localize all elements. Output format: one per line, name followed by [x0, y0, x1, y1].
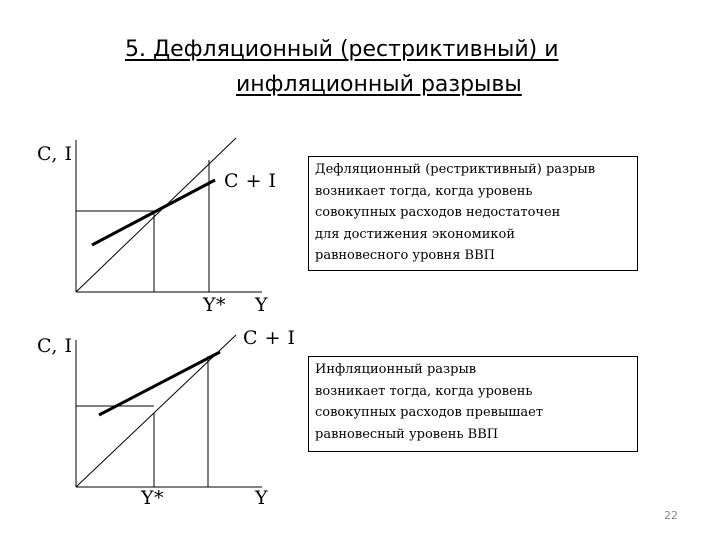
deflationary-gap-textbox [308, 156, 638, 271]
bottom-line-label: C + I [243, 327, 296, 349]
top-x-label-actual: Y [255, 294, 269, 316]
bottom-diagram [76, 335, 262, 487]
inflationary-gap-textbox [308, 356, 638, 452]
page-number: 22 [664, 509, 678, 522]
textbox-line: возникает тогда, когда уровень [315, 183, 533, 199]
textbox-line: для достижения экономикой [315, 226, 515, 242]
textbox-line: Инфляционный разрыв [315, 362, 477, 377]
textbox-line: совокупных расходов превышает [315, 405, 544, 420]
textbox-line: возникает тогда, когда уровень [315, 383, 533, 399]
textbox-line: совокупных расходов недостаточен [315, 205, 561, 220]
top-x-label-equilibrium: Y* [203, 294, 227, 316]
bottom-x-label-equilibrium: Y* [141, 487, 165, 509]
top-45-degree-line [76, 138, 236, 292]
slide-title-line-1: 5. Дефляционный (рестриктивный) и [125, 37, 559, 62]
bottom-y-axis-label: C, I [37, 335, 73, 357]
textbox-line: Дефляционный (рестриктивный) разрыв [315, 162, 596, 177]
bottom-x-label-actual: Y [255, 487, 269, 509]
top-diagram [76, 138, 262, 292]
bottom-aggregate-expenditure-line [99, 352, 220, 415]
textbox-line: равновесного уровня ВВП [315, 248, 495, 263]
top-line-label: C + I [224, 170, 277, 192]
textbox-line: равновесный уровень ВВП [315, 426, 499, 442]
slide-title-line-2: инфляционный разрывы [236, 72, 522, 97]
top-y-axis-label: C, I [37, 143, 73, 165]
